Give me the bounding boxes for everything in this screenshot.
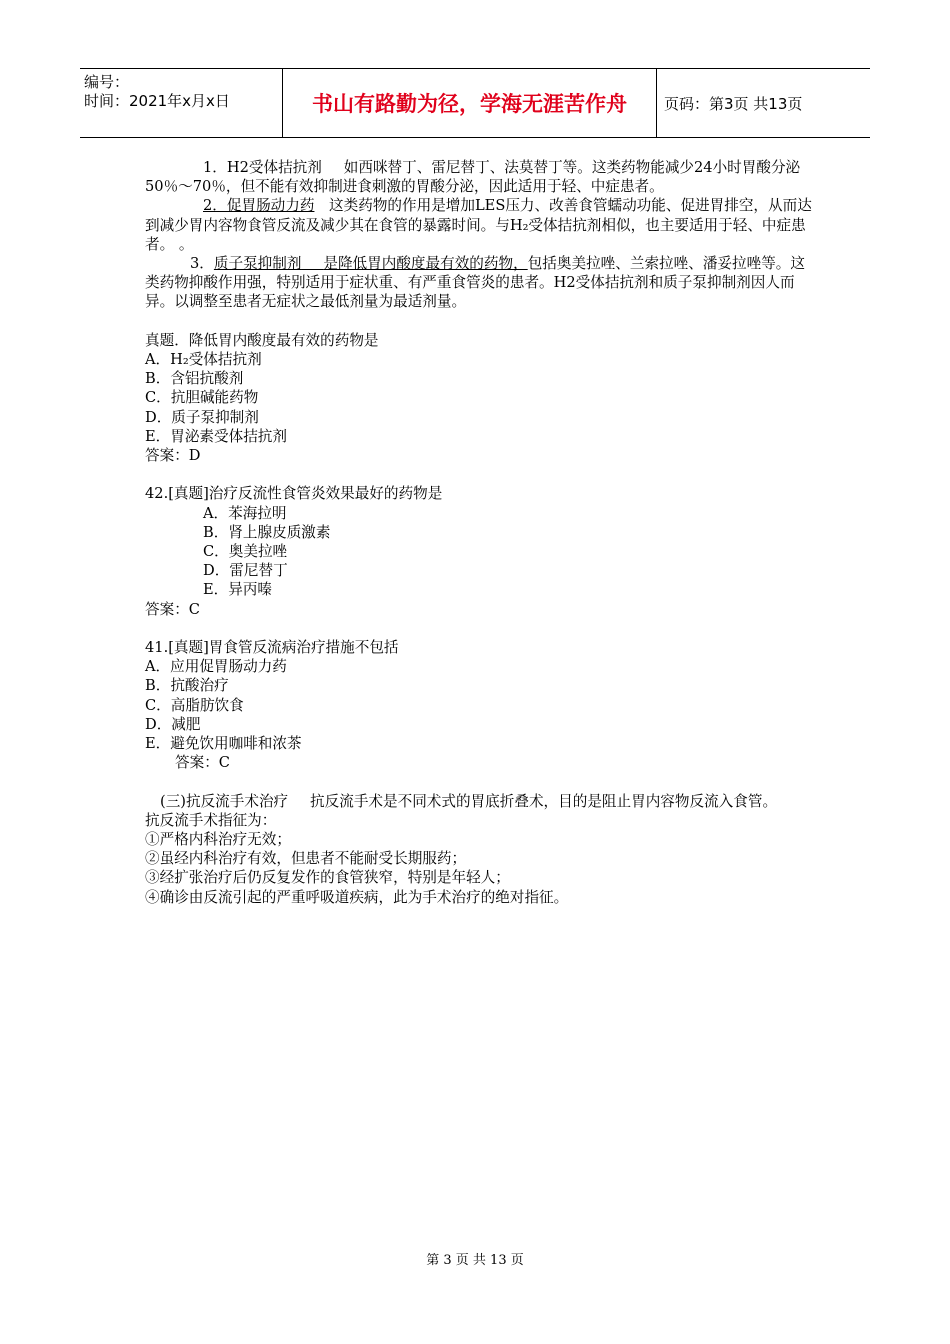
paragraph-text: 这类药物的作用是增加LES压力、改善食管蠕动功能、促进胃排空，从而达到减少胃内容物食管反流及减少其在食管的暴露时间。与H₂受体拮抗剂相似，也主要适用于轻、中症患者。 。 <box>145 197 812 253</box>
time-label: 时间：2021年x月x日 <box>84 92 230 110</box>
question-block-42 <box>145 484 817 618</box>
option-a: A．应用促胃肠动力药 <box>145 658 287 676</box>
surgery-section <box>145 792 817 907</box>
option-c: C．抗胆碱能药物 <box>145 389 259 407</box>
surgery-heading: (三)抗反流手术治疗 <box>160 792 289 810</box>
indication-item-4: ④确诊由反流引起的严重呼吸道疾病，此为手术治疗的绝对指征。 <box>145 888 569 906</box>
question-stem: 42.[真题]治疗反流性食管炎效果最好的药物是 <box>145 485 443 503</box>
paragraph-text: 包括奥美拉唑、兰索拉唑、潘妥拉唑等。这类药物抑酸作用强，特别适用于症状重、有严重食管炎的患者。H2受体拮抗剂和质子泵抑制剂因人而异。以调整至患者无症状之最低剂量为最适剂量。 <box>145 255 805 311</box>
paragraph-heading: 2．促胃肠动力药 <box>203 197 315 215</box>
paragraph-number: 3． <box>190 255 214 273</box>
question-block-1 <box>145 331 817 465</box>
paragraph-heading: 质子泵抑制剂 <box>213 255 302 273</box>
page-header <box>80 68 870 138</box>
option-b: B．含铝抗酸剂 <box>145 370 244 388</box>
option-e: E．异丙嗪 <box>203 581 273 599</box>
option-d: D．减肥 <box>145 715 201 733</box>
surgery-paragraph <box>145 792 817 811</box>
indication-item-1: ①严格内科治疗无效； <box>145 831 291 849</box>
option-e: E．胃泌素受体拮抗剂 <box>145 427 287 445</box>
indication-item-3: ③经扩张治疗后仍反复发作的食管狭窄，特别是年轻人； <box>145 869 510 887</box>
document-body <box>145 158 817 907</box>
indication-title: 抗反流手术指征为： <box>145 811 277 829</box>
option-c: C．高脂肪饮食 <box>145 696 244 714</box>
option-b: B．肾上腺皮质激素 <box>203 523 331 541</box>
option-d: D．质子泵抑制剂 <box>145 408 259 426</box>
answer: 答案：C <box>175 754 230 772</box>
paragraph-highlight: 是降低胃内酸度最有效的药物， <box>323 255 528 273</box>
header-meta <box>80 69 282 137</box>
number-label: 编号： <box>84 73 130 91</box>
paragraph-prokinetic <box>145 196 817 254</box>
header-page-label: 页码：第3页 共13页 <box>664 94 803 113</box>
option-e: E．避免饮用咖啡和浓茶 <box>145 735 302 753</box>
option-a: A．苯海拉明 <box>203 504 287 522</box>
answer: 答案：D <box>145 447 201 465</box>
paragraph-ppi <box>145 254 817 312</box>
page-footer: 第 3 页 共 13 页 <box>426 1253 524 1268</box>
option-b: B．抗酸治疗 <box>145 677 229 695</box>
option-d: D．雷尼替丁 <box>203 562 288 580</box>
surgery-text: 抗反流手术是不同术式的胃底折叠术，目的是阻止胃内容物反流入食管。 <box>310 792 778 810</box>
indication-item-2: ②虽经内科治疗有效，但患者不能耐受长期服药； <box>145 850 467 868</box>
paragraph-heading: 1．H2受体拮抗剂 <box>203 159 322 176</box>
header-motto: 书山有路勤为径，学海无涯苦作舟 <box>282 69 657 137</box>
option-c: C．奥美拉唑 <box>203 543 288 561</box>
question-block-41 <box>145 638 817 772</box>
option-a: A．H₂受体拮抗剂 <box>145 351 262 369</box>
paragraph-h2-antagonist <box>145 158 817 196</box>
paragraph-text: 如西咪替丁、雷尼替丁、法莫替丁等。这类药物能减少24小时胃酸分泌50％～70％，但不能有效抑制进食刺激的胃酸分泌，因此适用于轻、中症患者。 <box>145 159 801 196</box>
question-stem: 41.[真题]胃食管反流病治疗措施不包括 <box>145 639 399 657</box>
question-stem: 真题．降低胃内酸度最有效的药物是 <box>145 331 379 349</box>
answer: 答案：C <box>145 600 200 618</box>
